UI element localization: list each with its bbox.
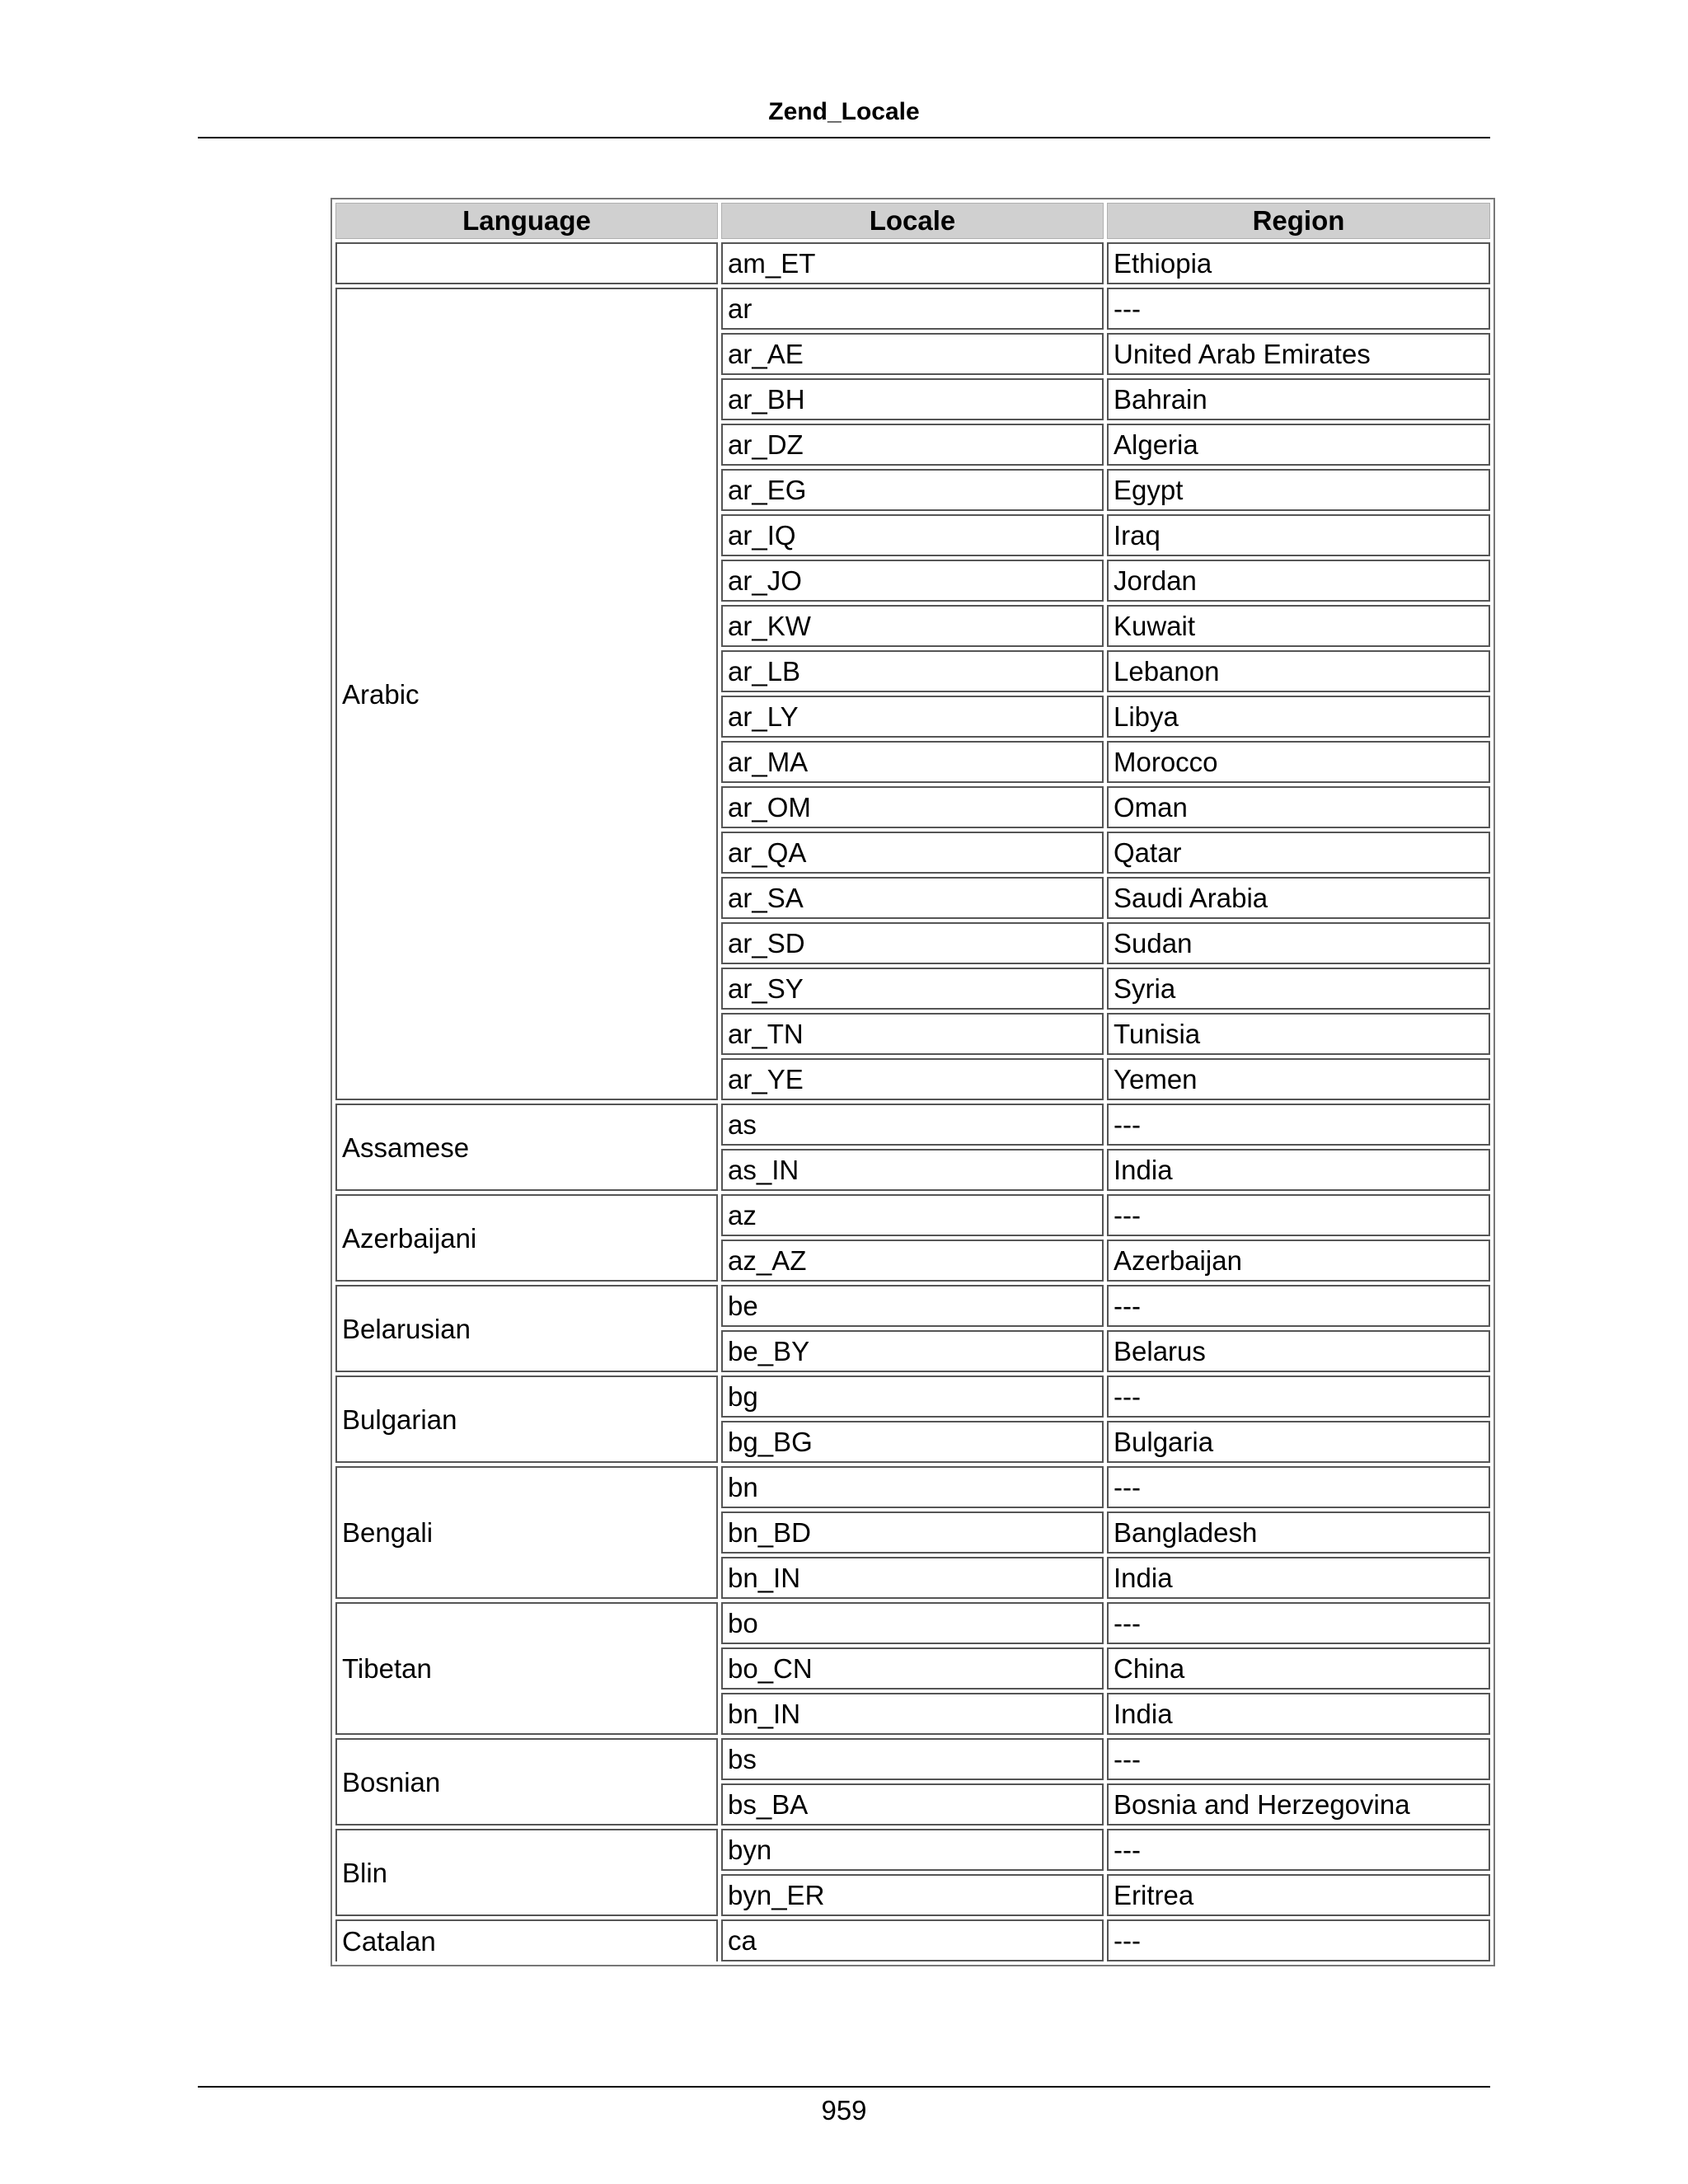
locale-cell: ar_SD: [721, 922, 1104, 964]
page-number: 959: [821, 2095, 867, 2125]
region-cell: ---: [1107, 1466, 1490, 1508]
header-rule: [198, 137, 1490, 138]
region-cell: Bangladesh: [1107, 1511, 1490, 1554]
region-cell: Azerbaijan: [1107, 1240, 1490, 1282]
region-cell: Belarus: [1107, 1330, 1490, 1372]
table-row: [335, 1829, 1490, 1871]
table-row: [335, 1104, 1490, 1146]
region-cell: ---: [1107, 1376, 1490, 1418]
region-cell: India: [1107, 1149, 1490, 1191]
locale-cell: ar_TN: [721, 1013, 1104, 1055]
table-row: [335, 1602, 1490, 1644]
locale-cell: ar_OM: [721, 786, 1104, 828]
table-row: [335, 1376, 1490, 1418]
region-cell: ---: [1107, 288, 1490, 330]
table-body: [335, 242, 1490, 1961]
locale-cell: ca: [721, 1919, 1104, 1961]
region-cell: Bosnia and Herzegovina: [1107, 1783, 1490, 1825]
table-row: [335, 1919, 1490, 1961]
locale-cell: ar: [721, 288, 1104, 330]
language-cell: Bengali: [335, 1466, 718, 1599]
region-cell: Syria: [1107, 968, 1490, 1010]
region-cell: China: [1107, 1647, 1490, 1690]
region-cell: ---: [1107, 1194, 1490, 1236]
region-cell: ---: [1107, 1104, 1490, 1146]
locale-cell: byn: [721, 1829, 1104, 1871]
region-cell: Egypt: [1107, 469, 1490, 511]
language-cell: Belarusian: [335, 1285, 718, 1372]
region-cell: India: [1107, 1693, 1490, 1735]
footer-rule: [198, 2086, 1490, 2088]
locale-cell: ar_BH: [721, 378, 1104, 420]
region-cell: Jordan: [1107, 560, 1490, 602]
region-cell: Bahrain: [1107, 378, 1490, 420]
locale-cell: ar_YE: [721, 1058, 1104, 1100]
language-cell: Bosnian: [335, 1738, 718, 1825]
region-cell: Algeria: [1107, 424, 1490, 466]
region-cell: Qatar: [1107, 832, 1490, 874]
table-row: [335, 1738, 1490, 1780]
column-header-locale: Locale: [721, 203, 1104, 239]
locale-cell: bs: [721, 1738, 1104, 1780]
region-cell: Bulgaria: [1107, 1421, 1490, 1463]
column-header-region: Region: [1107, 203, 1490, 239]
table-row: [335, 1466, 1490, 1508]
region-cell: ---: [1107, 1602, 1490, 1644]
locale-cell: ar_IQ: [721, 514, 1104, 556]
locale-cell: bg_BG: [721, 1421, 1104, 1463]
locale-cell: ar_DZ: [721, 424, 1104, 466]
region-cell: Ethiopia: [1107, 242, 1490, 284]
locale-cell: be: [721, 1285, 1104, 1327]
table-row: [335, 1194, 1490, 1236]
region-cell: Iraq: [1107, 514, 1490, 556]
table-row: [335, 288, 1490, 330]
language-cell: Bulgarian: [335, 1376, 718, 1463]
table-header: [335, 203, 1490, 239]
language-cell: Assamese: [335, 1104, 718, 1191]
region-cell: Lebanon: [1107, 650, 1490, 692]
table-row: [335, 242, 1490, 284]
language-cell: [335, 242, 718, 284]
region-cell: ---: [1107, 1919, 1490, 1961]
locale-cell: bo_CN: [721, 1647, 1104, 1690]
region-cell: ---: [1107, 1829, 1490, 1871]
locale-cell: am_ET: [721, 242, 1104, 284]
locale-cell: bn: [721, 1466, 1104, 1508]
locale-cell: ar_SY: [721, 968, 1104, 1010]
locale-cell: as: [721, 1104, 1104, 1146]
locale-cell: ar_AE: [721, 333, 1104, 375]
language-cell: Arabic: [335, 288, 718, 1100]
locale-cell: ar_QA: [721, 832, 1104, 874]
locale-cell: ar_EG: [721, 469, 1104, 511]
locale-cell: ar_LY: [721, 696, 1104, 738]
locale-cell: bo: [721, 1602, 1104, 1644]
locale-cell: bn_BD: [721, 1511, 1104, 1554]
locale-cell: az_AZ: [721, 1240, 1104, 1282]
locale-cell: ar_LB: [721, 650, 1104, 692]
region-cell: Tunisia: [1107, 1013, 1490, 1055]
table-header-row: [335, 203, 1490, 239]
locale-cell: az: [721, 1194, 1104, 1236]
locale-cell: be_BY: [721, 1330, 1104, 1372]
region-cell: Oman: [1107, 786, 1490, 828]
column-header-language: Language: [335, 203, 718, 239]
region-cell: Yemen: [1107, 1058, 1490, 1100]
region-cell: India: [1107, 1557, 1490, 1599]
region-cell: United Arab Emirates: [1107, 333, 1490, 375]
language-cell: Azerbaijani: [335, 1194, 718, 1282]
locale-cell: ar_MA: [721, 741, 1104, 783]
region-cell: Saudi Arabia: [1107, 877, 1490, 919]
locale-cell: bn_IN: [721, 1693, 1104, 1735]
region-cell: Morocco: [1107, 741, 1490, 783]
locale-table: [331, 198, 1495, 1966]
region-cell: Sudan: [1107, 922, 1490, 964]
region-cell: Kuwait: [1107, 605, 1490, 647]
locale-cell: ar_SA: [721, 877, 1104, 919]
locale-cell: as_IN: [721, 1149, 1104, 1191]
region-cell: Eritrea: [1107, 1874, 1490, 1916]
locale-cell: ar_KW: [721, 605, 1104, 647]
locale-cell: byn_ER: [721, 1874, 1104, 1916]
region-cell: Libya: [1107, 696, 1490, 738]
table-row: [335, 1285, 1490, 1327]
region-cell: ---: [1107, 1285, 1490, 1327]
language-cell: Tibetan: [335, 1602, 718, 1735]
language-cell: Catalan: [335, 1919, 718, 1961]
language-cell: Blin: [335, 1829, 718, 1916]
page-header-title: Zend_Locale: [768, 98, 920, 125]
locale-cell: ar_JO: [721, 560, 1104, 602]
region-cell: ---: [1107, 1738, 1490, 1780]
locale-cell: bs_BA: [721, 1783, 1104, 1825]
locale-cell: bn_IN: [721, 1557, 1104, 1599]
locale-cell: bg: [721, 1376, 1104, 1418]
